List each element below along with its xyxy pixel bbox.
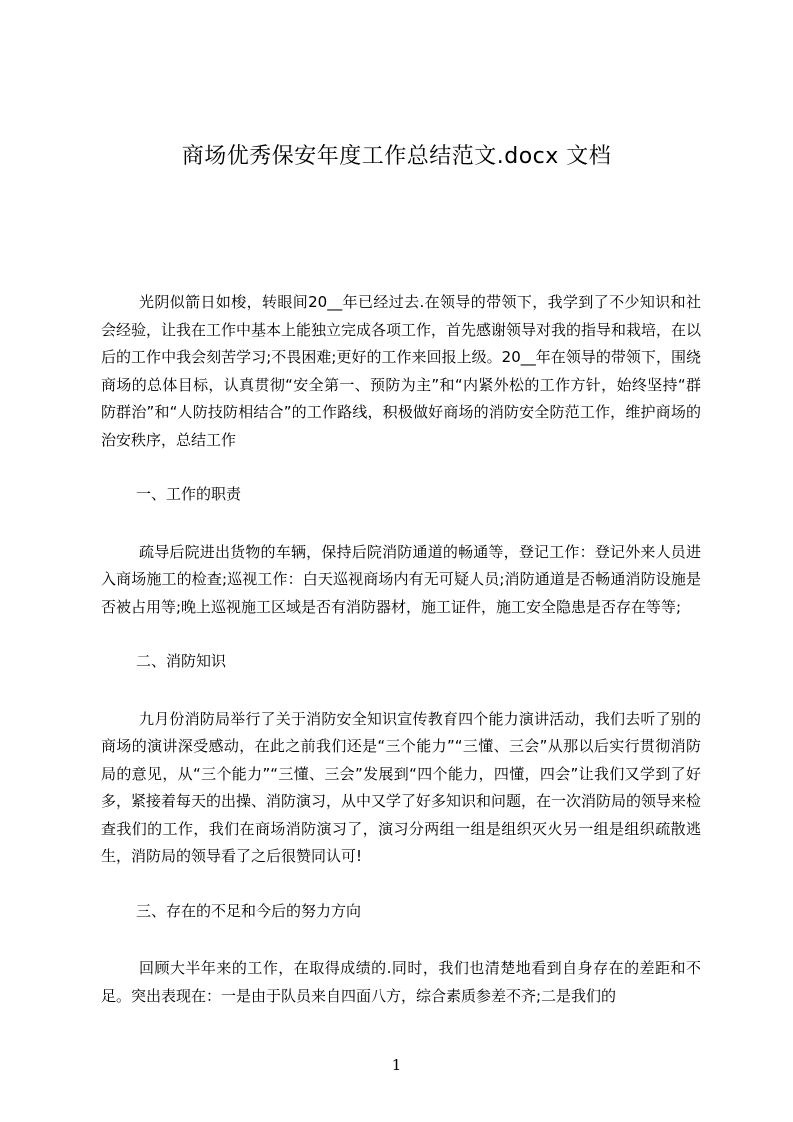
shortcomings-paragraph: 回顾大半年来的工作，在取得成绩的.同时，我们也清楚地看到自身存在的差距和不足。突出表现在：一是由于队员来自四面八方，综合素质参差不齐;二是我们的 — [101, 959, 701, 1005]
spacer — [101, 621, 701, 648]
document-body — [101, 289, 701, 1010]
spacer — [101, 454, 701, 481]
spacer — [101, 925, 701, 955]
section-heading-shortcomings: 三、存在的不足和今后的努力方向 — [136, 901, 362, 920]
duties-paragraph: 疏导后院进出货物的车辆，保持后院消防通道的畅通等，登记工作：登记外来人员进入商场施工的检查;巡视工作：白天巡视商场内有无可疑人员;消防通道是否畅通消防设施是否被占用等;晚上巡视施工区域是否有消防器材，施工证件，施工安全隐患是否存在等等; — [101, 542, 701, 616]
page-number: 1 — [391, 1056, 402, 1074]
section-heading-duties: 一、工作的职责 — [136, 485, 242, 503]
spacer — [101, 871, 701, 898]
spacer — [101, 676, 701, 706]
section-heading-fire-knowledge: 二、消防知识 — [136, 652, 227, 670]
intro-paragraph: 光阴似箭日如梭，转眼间20__年已经过去.在领导的带领下，我学到了不少知识和社会经验，让我在工作中基本上能独立完成各项工作，首先感谢领导对我的指导和栽培，在以后的工作中我会刻苦学习;不畏困难;更好的工作来回报上级。20__年在领导的带领下，围绕商场的总体目标，认真贯彻“安全第一、预防为主”和“内紧外松的工作方针，始终坚持“群防群治”和“人防技防相结合”的工作路线，积极做好商场的消防安全防范工作，维护商场的治安秩序，总结工作 — [101, 293, 702, 449]
document-title: 商场优秀保安年度工作总结范文.docx 文档 — [181, 144, 612, 169]
fire-knowledge-paragraph: 九月份消防局举行了关于消防安全知识宣传教育四个能力演讲活动，我们去听了别的商场的演讲深受感动，在此之前我们还是“三个能力”“三懂、三会”从那以后实行贯彻消防局的意见，从“三个能力”“三懂、三会”发展到“四个能力，四懂，四会”让我们又学到了好多，紧接着每天的出操、消防演习，从中又学了好多知识和问题，在一次消防局的领导来检查我们的工作，我们在商场消防演习了，演习分两组一组是组织灭火另一组是组织疏散逃生，消防局的领导看了之后很赞同认可! — [101, 709, 702, 865]
spacer — [101, 509, 701, 539]
